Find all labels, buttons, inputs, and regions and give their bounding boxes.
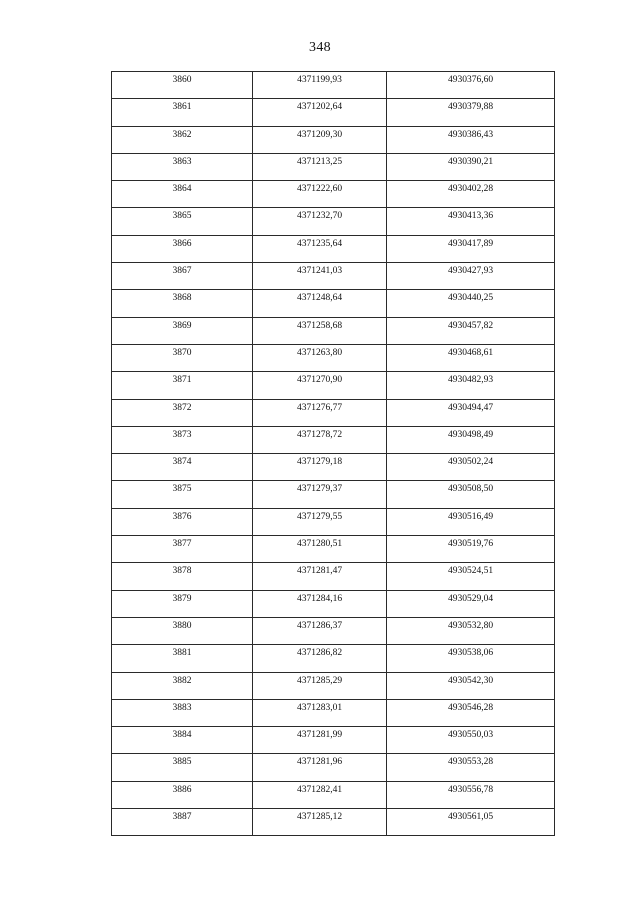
cell-text: 3866 xyxy=(172,238,192,249)
cell-text: 3871 xyxy=(172,375,192,386)
y-coordinate-cell xyxy=(387,99,555,126)
y-coordinate-cell xyxy=(387,481,555,508)
cell-text: 4930524,51 xyxy=(447,566,494,577)
table-row xyxy=(112,317,555,344)
table-row xyxy=(112,617,555,644)
point-number-cell xyxy=(112,481,253,508)
x-coordinate-cell xyxy=(253,617,387,644)
cell-text: 4930516,49 xyxy=(447,511,494,522)
table-row xyxy=(112,426,555,453)
table-row xyxy=(112,99,555,126)
table-row xyxy=(112,263,555,290)
point-number-cell xyxy=(112,208,253,235)
y-coordinate-cell xyxy=(387,235,555,262)
table-row xyxy=(112,481,555,508)
point-number-cell xyxy=(112,99,253,126)
cell-text: 4371270,90 xyxy=(296,375,343,386)
cell-text: 3875 xyxy=(172,484,192,495)
x-coordinate-cell xyxy=(253,235,387,262)
table-row xyxy=(112,181,555,208)
cell-text: 4930390,21 xyxy=(447,156,494,167)
x-coordinate-cell xyxy=(253,317,387,344)
point-number-cell xyxy=(112,344,253,371)
cell-text: 4371282,41 xyxy=(296,784,343,795)
y-coordinate-cell xyxy=(387,617,555,644)
point-number-cell xyxy=(112,426,253,453)
point-number-cell xyxy=(112,181,253,208)
y-coordinate-cell xyxy=(387,699,555,726)
cell-text: 4930561,05 xyxy=(447,812,494,823)
cell-text: 4371286,82 xyxy=(296,648,343,659)
y-coordinate-cell xyxy=(387,399,555,426)
point-number-cell xyxy=(112,563,253,590)
cell-text: 4371281,99 xyxy=(296,730,343,741)
cell-text: 3865 xyxy=(172,211,192,222)
x-coordinate-cell xyxy=(253,426,387,453)
cell-text: 4930376,60 xyxy=(447,75,494,85)
point-number-cell xyxy=(112,454,253,481)
x-coordinate-cell xyxy=(253,454,387,481)
cell-text: 4930550,03 xyxy=(447,730,494,741)
table-row xyxy=(112,563,555,590)
y-coordinate-cell xyxy=(387,536,555,563)
table-row xyxy=(112,781,555,808)
cell-text: 3882 xyxy=(172,675,192,686)
y-coordinate-cell xyxy=(387,508,555,535)
table-row xyxy=(112,399,555,426)
cell-text: 3860 xyxy=(172,75,192,85)
table-row xyxy=(112,536,555,563)
point-number-cell xyxy=(112,372,253,399)
point-number-cell xyxy=(112,809,253,836)
x-coordinate-cell xyxy=(253,181,387,208)
y-coordinate-cell xyxy=(387,290,555,317)
table-row xyxy=(112,126,555,153)
point-number-cell xyxy=(112,645,253,672)
cell-text: 4371248,64 xyxy=(296,293,343,304)
cell-text: 3884 xyxy=(172,730,192,741)
x-coordinate-cell xyxy=(253,208,387,235)
cell-text: 4930556,78 xyxy=(447,784,494,795)
table-row xyxy=(112,344,555,371)
y-coordinate-cell xyxy=(387,208,555,235)
cell-text: 4371258,68 xyxy=(296,320,343,331)
table-row xyxy=(112,699,555,726)
x-coordinate-cell xyxy=(253,508,387,535)
y-coordinate-cell xyxy=(387,181,555,208)
x-coordinate-cell xyxy=(253,399,387,426)
table-row xyxy=(112,72,555,99)
table-row xyxy=(112,235,555,262)
cell-text: 4371235,64 xyxy=(296,238,343,249)
cell-text: 4371232,70 xyxy=(296,211,343,222)
cell-text: 4930502,24 xyxy=(447,457,494,468)
x-coordinate-cell xyxy=(253,344,387,371)
cell-text: 4930402,28 xyxy=(447,184,494,195)
point-number-cell xyxy=(112,754,253,781)
table-row xyxy=(112,454,555,481)
point-number-cell xyxy=(112,590,253,617)
point-number-cell xyxy=(112,290,253,317)
y-coordinate-cell xyxy=(387,727,555,754)
table-row xyxy=(112,809,555,836)
x-coordinate-cell xyxy=(253,563,387,590)
y-coordinate-cell xyxy=(387,426,555,453)
cell-text: 4371285,12 xyxy=(296,812,343,823)
cell-text: 4930529,04 xyxy=(447,593,494,604)
cell-text: 4930417,89 xyxy=(447,238,494,249)
y-coordinate-cell xyxy=(387,754,555,781)
table-row xyxy=(112,672,555,699)
cell-text: 4930553,28 xyxy=(447,757,494,768)
y-coordinate-cell xyxy=(387,563,555,590)
cell-text: 4371279,18 xyxy=(296,457,343,468)
cell-text: 3876 xyxy=(172,511,192,522)
x-coordinate-cell xyxy=(253,99,387,126)
cell-text: 4930440,25 xyxy=(447,293,494,304)
cell-text: 3872 xyxy=(172,402,192,413)
x-coordinate-cell xyxy=(253,781,387,808)
x-coordinate-cell xyxy=(253,153,387,180)
table-row xyxy=(112,754,555,781)
cell-text: 4930532,80 xyxy=(447,620,494,631)
table-row xyxy=(112,590,555,617)
point-number-cell xyxy=(112,536,253,563)
point-number-cell xyxy=(112,126,253,153)
cell-text: 3861 xyxy=(172,102,192,113)
table-row xyxy=(112,153,555,180)
x-coordinate-cell xyxy=(253,672,387,699)
y-coordinate-cell xyxy=(387,344,555,371)
x-coordinate-cell xyxy=(253,290,387,317)
cell-text: 3877 xyxy=(172,539,192,550)
point-number-cell xyxy=(112,263,253,290)
cell-text: 4930379,88 xyxy=(447,102,494,113)
cell-text: 4371263,80 xyxy=(296,347,343,358)
point-number-cell xyxy=(112,617,253,644)
cell-text: 4930519,76 xyxy=(447,539,494,550)
cell-text: 4371285,29 xyxy=(296,675,343,686)
cell-text: 3874 xyxy=(172,457,192,468)
cell-text: 3862 xyxy=(172,129,192,140)
cell-text: 3873 xyxy=(172,429,192,440)
cell-text: 4371281,47 xyxy=(296,566,343,577)
y-coordinate-cell xyxy=(387,645,555,672)
y-coordinate-cell xyxy=(387,72,555,99)
cell-text: 4930457,82 xyxy=(447,320,494,331)
coordinates-table xyxy=(111,71,555,836)
table-row xyxy=(112,290,555,317)
x-coordinate-cell xyxy=(253,263,387,290)
cell-text: 4371241,03 xyxy=(296,266,343,277)
cell-text: 3881 xyxy=(172,648,192,659)
y-coordinate-cell xyxy=(387,372,555,399)
point-number-cell xyxy=(112,672,253,699)
cell-text: 4371279,37 xyxy=(296,484,343,495)
cell-text: 3869 xyxy=(172,320,192,331)
cell-text: 4371202,64 xyxy=(296,102,343,113)
point-number-cell xyxy=(112,508,253,535)
cell-text: 3880 xyxy=(172,620,192,631)
cell-text: 3863 xyxy=(172,156,192,167)
x-coordinate-cell xyxy=(253,645,387,672)
cell-text: 3879 xyxy=(172,593,192,604)
table-row xyxy=(112,508,555,535)
table-row xyxy=(112,372,555,399)
cell-text: 3885 xyxy=(172,757,192,768)
cell-text: 4371213,25 xyxy=(296,156,343,167)
y-coordinate-cell xyxy=(387,126,555,153)
cell-text: 3868 xyxy=(172,293,192,304)
cell-text: 3864 xyxy=(172,184,192,195)
cell-text: 4371284,16 xyxy=(296,593,343,604)
x-coordinate-cell xyxy=(253,590,387,617)
x-coordinate-cell xyxy=(253,372,387,399)
cell-text: 3878 xyxy=(172,566,192,577)
cell-text: 4930413,36 xyxy=(447,211,494,222)
point-number-cell xyxy=(112,399,253,426)
y-coordinate-cell xyxy=(387,590,555,617)
cell-text: 4930468,61 xyxy=(447,347,494,358)
y-coordinate-cell xyxy=(387,454,555,481)
cell-text: 4371276,77 xyxy=(296,402,343,413)
cell-text: 4371199,93 xyxy=(297,75,342,85)
point-number-cell xyxy=(112,72,253,99)
cell-text: 4930498,49 xyxy=(447,429,494,440)
cell-text: 4930386,43 xyxy=(447,129,494,140)
point-number-cell xyxy=(112,727,253,754)
x-coordinate-cell xyxy=(253,699,387,726)
point-number-cell xyxy=(112,235,253,262)
page-number: 348 xyxy=(309,40,331,55)
cell-text: 4930546,28 xyxy=(447,702,494,713)
cell-text: 4371280,51 xyxy=(296,539,343,550)
cell-text: 3887 xyxy=(172,812,192,823)
y-coordinate-cell xyxy=(387,263,555,290)
cell-text: 4930538,06 xyxy=(447,648,494,659)
x-coordinate-cell xyxy=(253,72,387,99)
cell-text: 4371222,60 xyxy=(296,184,343,195)
cell-text: 4371278,72 xyxy=(296,429,343,440)
cell-text: 4371279,55 xyxy=(296,511,343,522)
cell-text: 4930482,93 xyxy=(447,375,494,386)
cell-text: 4930508,50 xyxy=(447,484,494,495)
table-row xyxy=(112,645,555,672)
point-number-cell xyxy=(112,699,253,726)
x-coordinate-cell xyxy=(253,727,387,754)
coordinates-table-body xyxy=(112,72,555,836)
cell-text: 4930494,47 xyxy=(447,402,494,413)
table-row xyxy=(112,208,555,235)
cell-text: 4371281,96 xyxy=(296,757,343,768)
cell-text: 3883 xyxy=(172,702,192,713)
x-coordinate-cell xyxy=(253,481,387,508)
y-coordinate-cell xyxy=(387,809,555,836)
y-coordinate-cell xyxy=(387,781,555,808)
cell-text: 4371209,30 xyxy=(296,129,343,140)
table-row xyxy=(112,727,555,754)
y-coordinate-cell xyxy=(387,317,555,344)
cell-text: 3870 xyxy=(172,347,192,358)
y-coordinate-cell xyxy=(387,153,555,180)
cell-text: 4930542,30 xyxy=(447,675,494,686)
point-number-cell xyxy=(112,153,253,180)
point-number-cell xyxy=(112,317,253,344)
cell-text: 4371283,01 xyxy=(296,702,343,713)
cell-text: 4930427,93 xyxy=(447,266,494,277)
x-coordinate-cell xyxy=(253,754,387,781)
y-coordinate-cell xyxy=(387,672,555,699)
cell-text: 3886 xyxy=(172,784,192,795)
point-number-cell xyxy=(112,781,253,808)
x-coordinate-cell xyxy=(253,536,387,563)
cell-text: 4371286,37 xyxy=(296,620,343,631)
x-coordinate-cell xyxy=(253,126,387,153)
x-coordinate-cell xyxy=(253,809,387,836)
cell-text: 3867 xyxy=(172,266,192,277)
